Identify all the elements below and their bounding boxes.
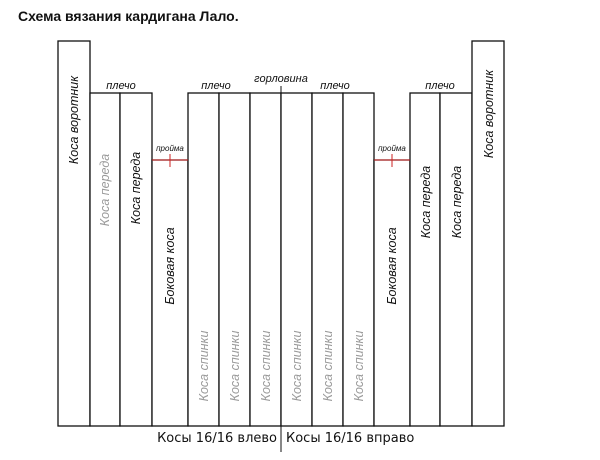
strip-front-left-2 <box>120 93 152 426</box>
side-label-left: Боковая коса <box>163 227 177 305</box>
diagram-title: Схема вязания кардигана Лало. <box>18 8 239 24</box>
collar-label-right: Коса воротник <box>482 69 496 159</box>
back-label-2: Коса спинки <box>228 330 242 402</box>
strip-front-left-1 <box>90 93 120 426</box>
front-label-left-2: Коса переда <box>129 151 143 225</box>
collar-label-left: Коса воротник <box>67 75 81 165</box>
bottom-label-left: Косы 16/16 влево <box>157 431 277 446</box>
strip-front-right-2 <box>440 93 472 426</box>
back-label-5: Коса спинки <box>321 330 335 402</box>
front-label-right-2: Коса переда <box>450 165 464 239</box>
side-label-right: Боковая коса <box>385 227 399 305</box>
shoulder-label-back-left: плечо <box>201 80 231 92</box>
shoulder-label-back-right: плечо <box>320 80 350 92</box>
back-label-6: Коса спинки <box>352 330 366 402</box>
shoulder-label-left: плечо <box>106 80 136 92</box>
back-label-1: Коса спинки <box>197 330 211 402</box>
back-label-3: Коса спинки <box>259 330 273 402</box>
front-label-left-1: Коса переда <box>98 153 112 227</box>
armhole-label-left: пройма <box>156 144 184 153</box>
front-label-right-1: Коса переда <box>419 165 433 239</box>
armhole-label-right: пройма <box>378 144 406 153</box>
back-label-4: Коса спинки <box>290 330 304 402</box>
shoulder-label-right: плечо <box>425 80 455 92</box>
neckline-label: горловина <box>254 73 308 85</box>
strip-front-right-1 <box>410 93 440 426</box>
bottom-label-right: Косы 16/16 вправо <box>286 431 415 446</box>
